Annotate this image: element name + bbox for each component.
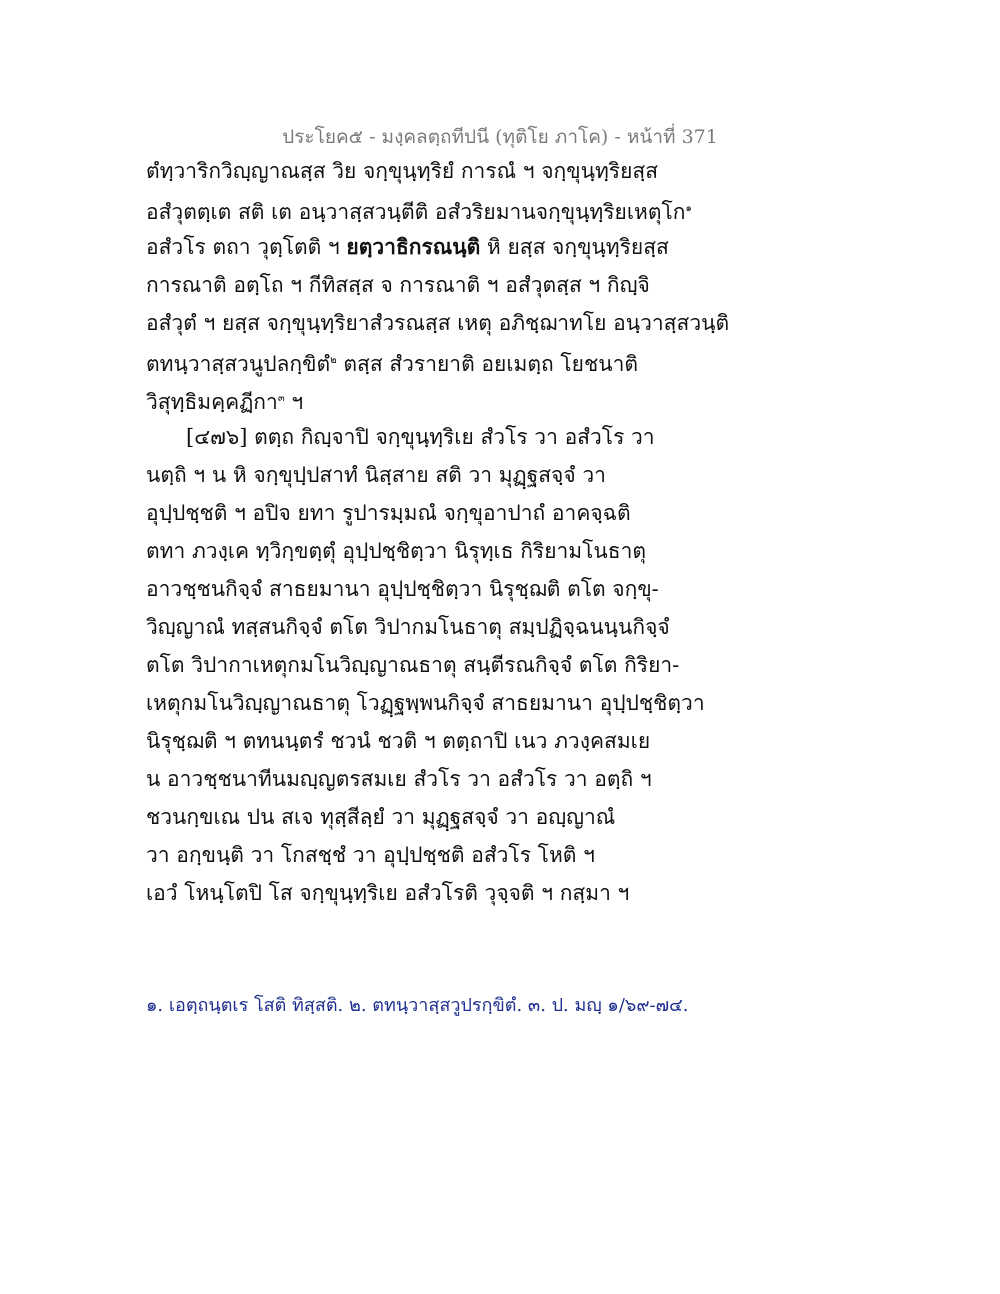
text-line-19: วา อกฺขนฺติ วา โกสชฺชํ วา อุปฺปชฺชติ อสํวโร โหติ ฯ <box>146 843 595 867</box>
text-line-14: ตโต วิปากาเหตุกมโนวิญฺญาณธาตุ สนฺตีรณกิจฺจํ ตโต กิริยา- <box>146 653 680 677</box>
text-line-7-rest: ฯ <box>284 390 304 414</box>
text-line-6 <box>146 342 706 380</box>
text-line-6-content: ตทนฺวาสฺสวนูปลกฺขิตํ <box>146 352 331 376</box>
footnote-marker-1: ๑ <box>685 203 692 214</box>
footnote-marker-2: ๒ <box>330 355 337 366</box>
body-text <box>146 152 730 912</box>
text-line-3 <box>146 228 706 266</box>
text-line-13: วิญฺญาณํ ทสฺสนกิจฺจํ ตโต วิปากมโนธาตุ สมฺปฏิจฺฉนนฺนกิจฺจํ <box>146 615 670 639</box>
text-line-11: ตทา ภวงฺเค ทฺวิกฺขตฺตุํ อุปฺปชฺชิตฺวา นิรุทฺเธ กิริยามโนธาตุ <box>146 539 647 563</box>
text-line-12: อาวชฺชนกิจฺจํ สาธยมานา อุปฺปชฺชิตฺวา นิรุชฺฌติ ตโต จกฺขุ- <box>146 577 659 601</box>
text-line-9: นตฺถิ ฯ น หิ จกฺขุปฺปสาทํ นิสฺสาย สติ วา มุฏฺฐสจฺจํ วา <box>146 463 606 487</box>
text-line-17: น อาวชฺชนาทีนมญฺญตรสมเย สํวโร วา อสํวโร วา อตฺถิ ฯ <box>146 767 652 791</box>
text-line-2 <box>146 190 706 228</box>
text-line-6-rest: ตสฺส สํวรายาติ อยเมตฺถ โยชนาติ <box>336 352 639 376</box>
text-line-10: อุปฺปชฺชติ ฯ อปิจ ยทา รูปารมฺมณํ จกฺขุอาปาถํ อาคจฺฉติ <box>146 501 631 525</box>
page-header: ประโยค๕ - มงฺคลตฺถทีปนี (ทุติโย ภาโค) - หน้าที่ 371 <box>282 126 718 148</box>
text-line-18: ชวนกฺขเณ ปน สเจ ทุสฺสีลฺยํ วา มุฏฺฐสจฺจํ วา อญฺญาณํ <box>146 805 616 829</box>
text-line-3-content: อสํวโร ตถา วุตฺโตติ ฯ <box>146 235 340 259</box>
footnote: ๑. เอตฺถนฺตเร โสติ ทิสฺสติ. ๒. ตทนฺวาสฺสวูปรกฺขิตํ. ๓. ป. มญฺ ๑/๖๙-๗๔. <box>146 995 689 1016</box>
footnote-marker-3: ๓ <box>277 393 285 404</box>
text-line-15: เหตุกมโนวิญฺญาณธาตุ โวฏฺฐพฺพนกิจฺจํ สาธยมานา อุปฺปชฺชิตฺวา <box>146 691 705 715</box>
text-line-20: เอวํ โหนฺโตปิ โส จกฺขุนฺทฺริเย อสํวโรติ วุจฺจติ ฯ กสฺมา ฯ <box>146 881 630 905</box>
paragraph-476-start: [๔๗๖] ตตฺถ กิญฺจาปิ จกฺขุนฺทฺริเย สํวโร วา อสํวโร วา <box>186 425 655 449</box>
bold-term: ยตฺวาธิกรณนฺติ <box>346 234 481 259</box>
text-line-2-content: อสํวุตตฺเต สติ เต อนฺวาสฺสวนฺตีติ อสํวริยมานจกฺขุนฺทฺริยเหตุโก <box>146 200 686 224</box>
text-line-16: นิรุชฺฌติ ฯ ตทนนฺตรํ ชวนํ ชวติ ฯ ตตฺถาปิ เนว ภวงฺคสมเย <box>146 729 651 753</box>
text-line-3-rest: หิ ยสฺส จกฺขุนฺทฺริยสฺส <box>480 235 669 259</box>
text-line-7-content: วิสุทฺธิมคฺคฏีกา <box>146 390 278 414</box>
text-line-4: การณาติ อตฺโถ ฯ กีทิสสฺส จ การณาติ ฯ อสํวุตสฺส ฯ กิญฺจิ <box>146 273 650 297</box>
text-line-5: อสํวุตํ ฯ ยสฺส จกฺขุนฺทฺริยาสํวรณสฺส เหตุ อภิชฺฌาทโย อนฺวาสฺสวนฺติ <box>146 311 730 335</box>
text-line-1: ตํทฺวาริกวิญฺญาณสฺส วิย จกฺขุนฺทฺริยํ การณํ ฯ จกฺขุนฺทฺริยสฺส <box>146 159 659 183</box>
text-line-7 <box>146 380 706 418</box>
